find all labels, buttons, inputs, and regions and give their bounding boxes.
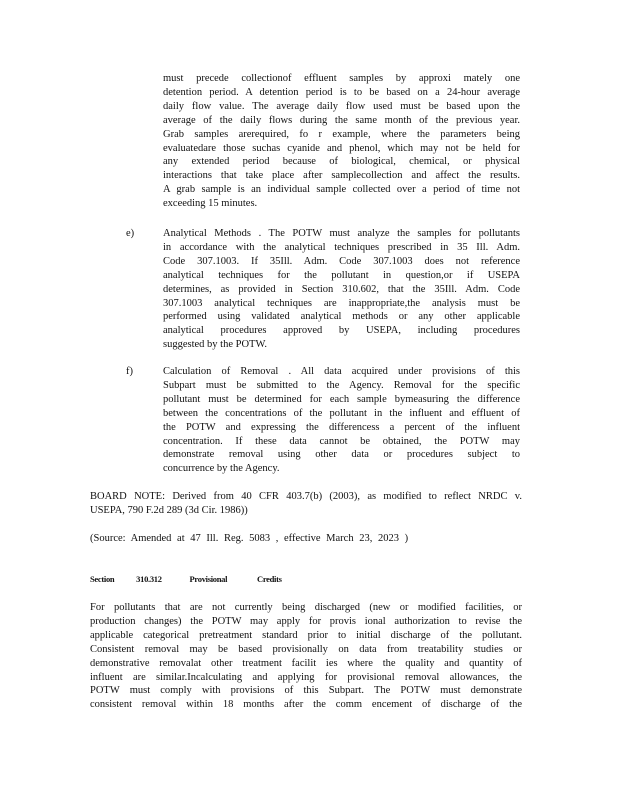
text-line: pollutant must be determined for each sample bymeasuring the difference: [163, 393, 520, 405]
text-line: applicable categorical pretreatment standard prior to initial discharge of the pollutant.: [90, 629, 522, 641]
text-line: Code 307.1003. If 35Ill. Adm. Code 307.1003 does not reference: [163, 255, 520, 267]
text-line: performed using validated analytical methods or any other applicable: [163, 311, 520, 323]
text-line: evaluatedare those suchas cyanide and phenol, which may not be held for: [163, 142, 520, 154]
body-paragraph: [90, 601, 522, 712]
text-line: between the concentrations of the pollutant in the influent and effluent of: [163, 407, 520, 419]
text-line: in accordance with the analytical techniques prescribed in 35 Ill. Adm.: [163, 241, 520, 253]
item-e-label: e): [126, 228, 135, 239]
text-line: concurrence by the Agency.: [163, 463, 280, 475]
text-line: concentration. If these data cannot be obtained, the POTW may: [163, 435, 520, 447]
section-word: Section: [90, 574, 115, 584]
text-line: 307.1003 analytical techniques are inappropriate,the analysis must be: [163, 297, 520, 309]
text-line: analytical techniques for the pollutant in question,or if USEPA: [163, 269, 520, 281]
text-line: Analytical Methods . The POTW must analyze the samples for pollutants: [163, 228, 520, 239]
section-number: 310.312: [136, 574, 162, 584]
source-note: [90, 532, 522, 546]
section-title-1: Provisional: [189, 574, 228, 584]
text-line: Calculation of Removal . All data acquired under provisions of this: [163, 366, 520, 377]
text-line: any extended period because of biological, chemical, or physical: [163, 156, 520, 168]
text-line: USEPA, 790 F.2d 289 (3d Cir. 1986)): [90, 504, 248, 516]
text-line: Subpart must be submitted to the Agency. Removal for the specific: [163, 379, 520, 391]
text-line: determines, as provided in Section 310.602, that the 35Ill. Adm. Code: [163, 283, 520, 295]
text-line: For pollutants that are not currently being discharged (new or modified facilities, or: [90, 602, 522, 613]
text-line: demonstrate removal using other data or procedures subject to: [163, 449, 520, 461]
text-line: daily flow value. The average daily flow used must be based upon the: [163, 100, 520, 112]
text-line: average of the daily flows during the same month of the previous year.: [163, 114, 520, 126]
text-line: must precede collectionof effluent samples by approxi mately one: [163, 73, 520, 84]
text-line: consistent removal within 18 months after the comm encement of discharge of the: [90, 699, 522, 711]
text-line: Grab samples arerequired, fo r example, where the parameters being: [163, 128, 520, 140]
text-line: production changes) the POTW may apply for provis ional authorization to revise the: [90, 615, 522, 627]
text-line: POTW must comply with provisions of this Subpart. The POTW must demonstrate: [90, 685, 522, 697]
text-line: detention period. A detention period is to be based on a 24-hour average: [163, 86, 520, 98]
section-title-2: Credits: [257, 574, 282, 584]
text-line: A grab sample is an individual sample collected over a period of time not: [163, 184, 520, 196]
text-line: the POTW and expressing the differencess a percent of the influent: [163, 421, 520, 433]
item-f-label: f): [126, 366, 133, 377]
source-text: (Source: Amended at 47 Ill. Reg. 5083 , effective March 23, 2023 ): [90, 533, 409, 544]
section-heading: [90, 573, 282, 587]
text-line: influent are similar.Incalculating and applying for provisional removal allowances, the: [90, 671, 522, 683]
text-line: demonstrative removalat other treatment facilit ies where the quality and quantity of: [90, 657, 522, 669]
item-e-paragraph: [163, 227, 520, 352]
board-note: [90, 490, 522, 518]
text-line: interactions that take place after samplecollection and affect the results.: [163, 170, 520, 182]
continuation-paragraph: [163, 72, 520, 211]
text-line: Consistent removal may be based provisionally on data from treatability studies or: [90, 643, 522, 655]
text-line: analytical procedures approved by USEPA, including procedures: [163, 325, 520, 337]
text-line: exceeding 15 minutes.: [163, 198, 258, 210]
item-f-paragraph: [163, 365, 520, 476]
text-line: suggested by the POTW.: [163, 339, 268, 351]
text-line: BOARD NOTE: Derived from 40 CFR 403.7(b) (2003), as modified to reflect NRDC v.: [90, 491, 522, 502]
